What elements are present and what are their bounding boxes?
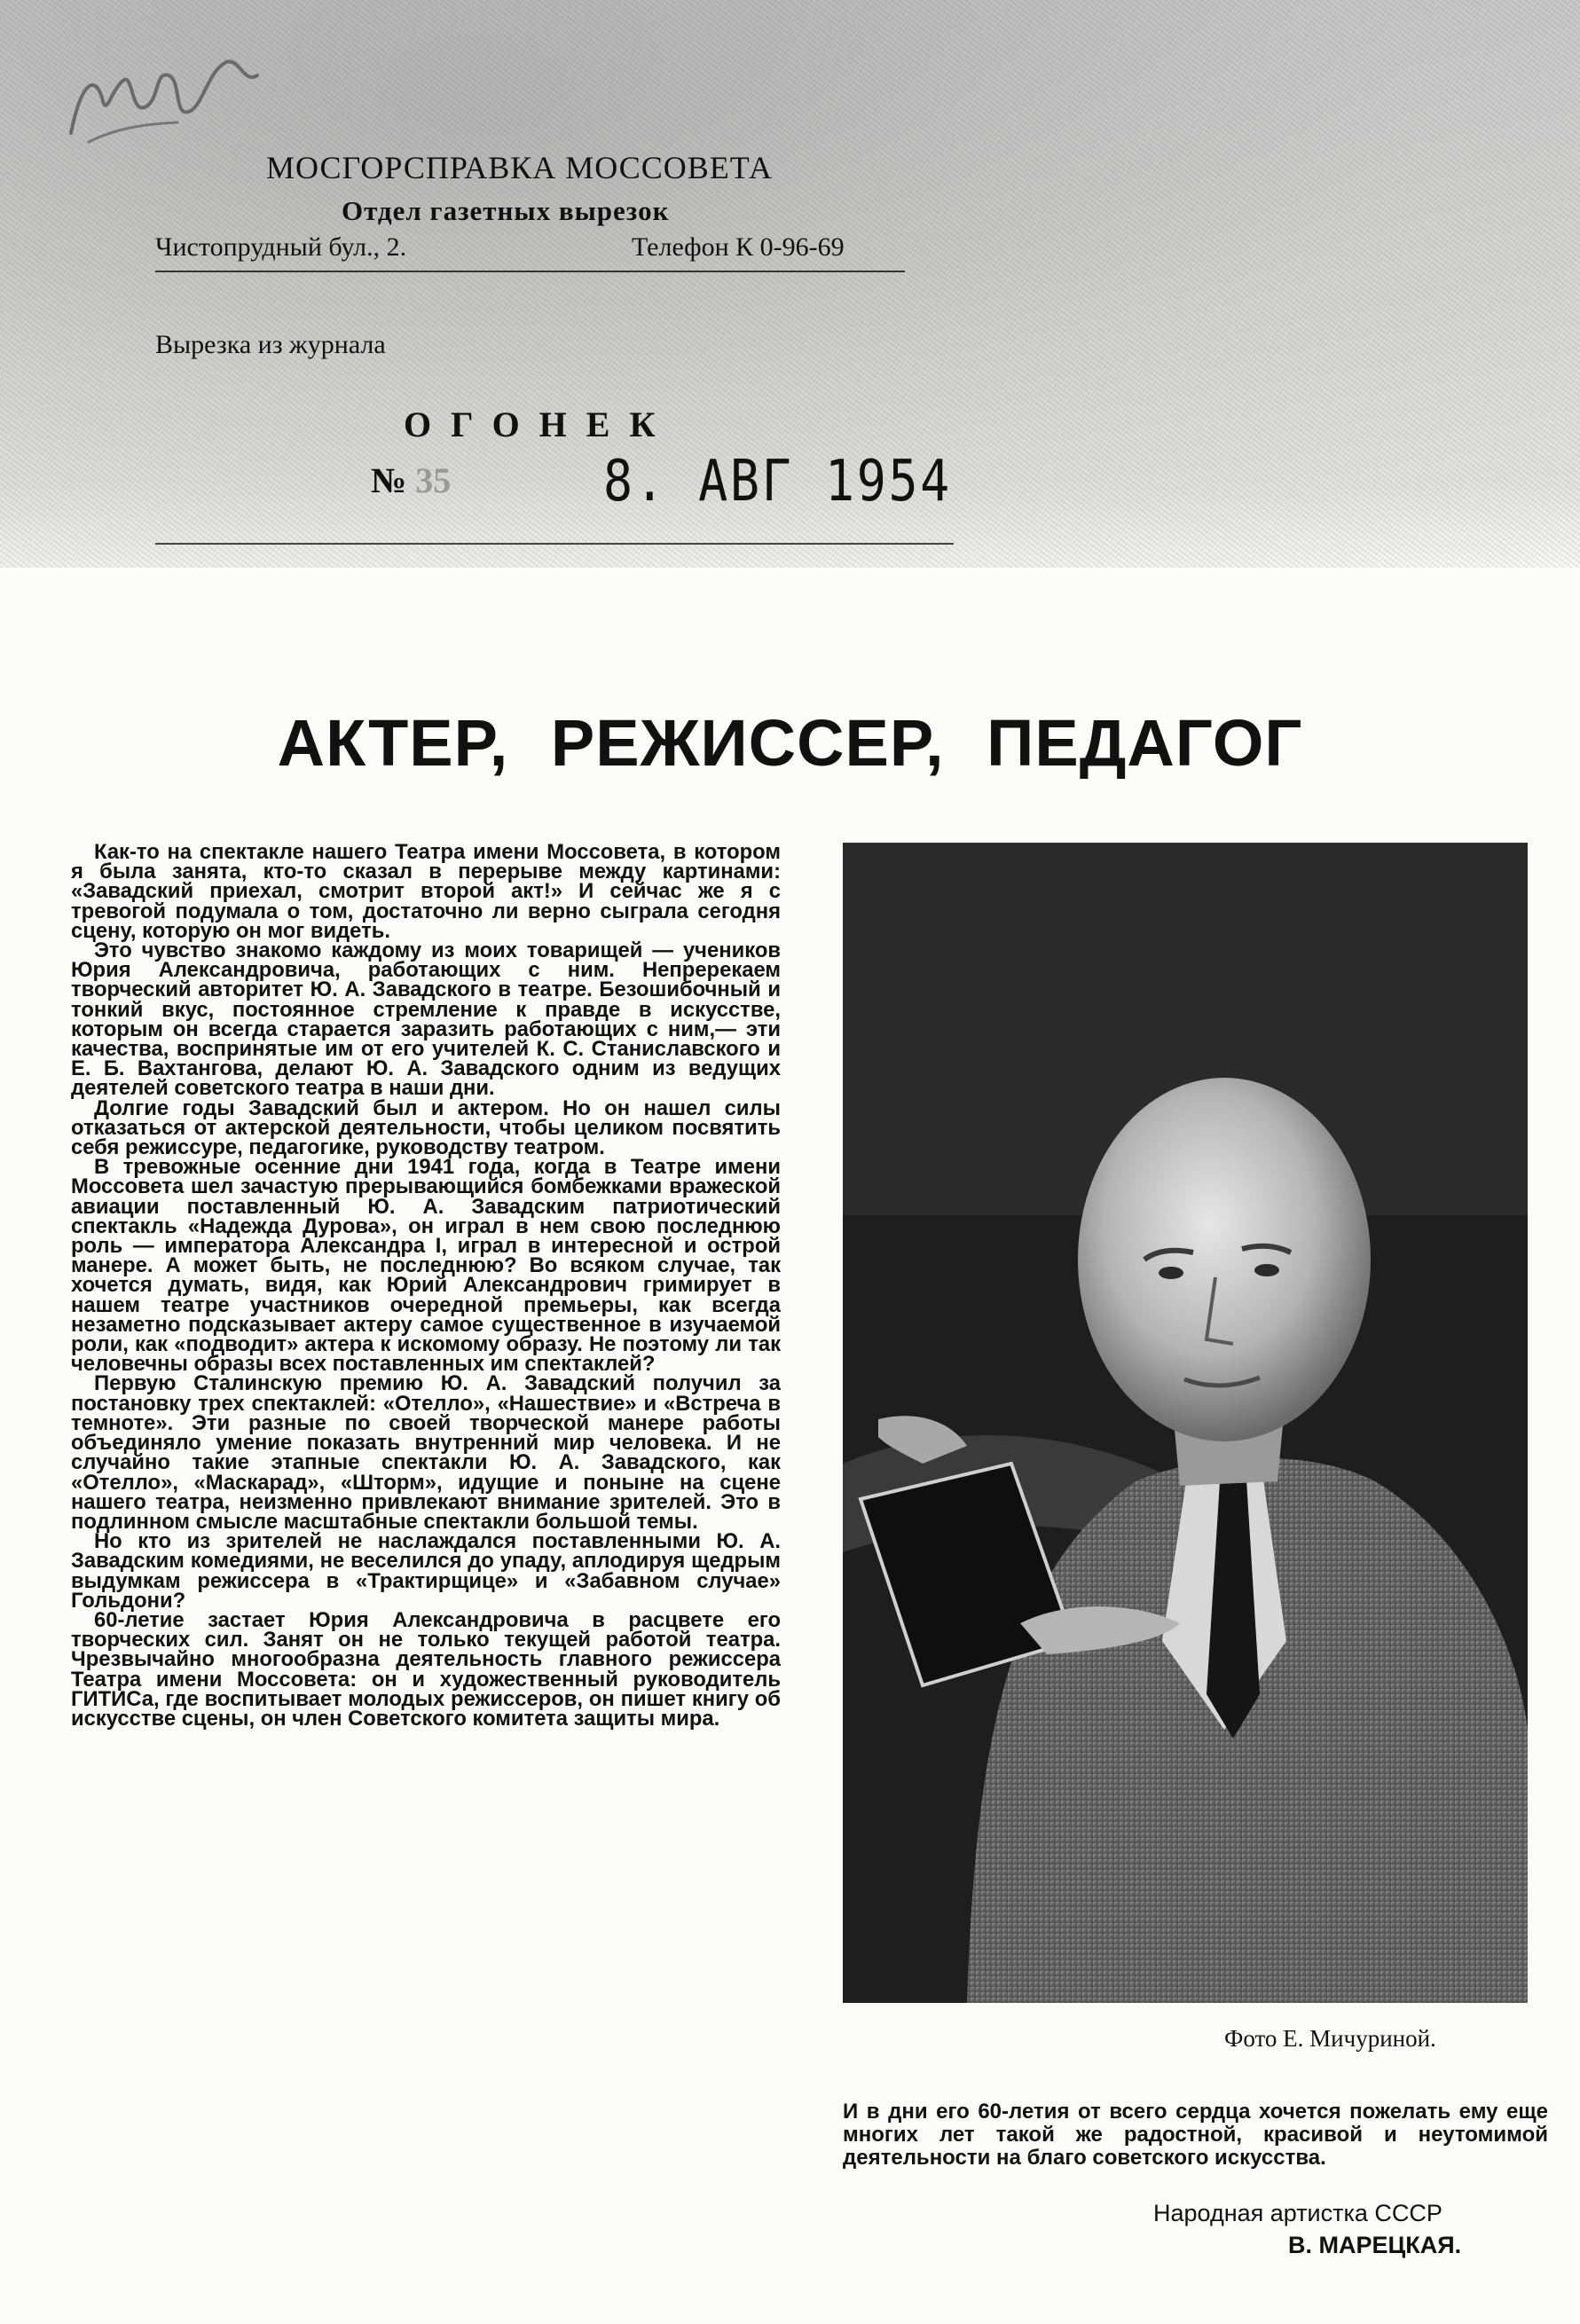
paragraph: Это чувство знакомо каждому из моих товарищей — учеников Юрия Александровича, работающих с ним. Непререкаем творческий авторитет Ю. А. Завадского в театре. Безошибочный и тонкий вкус, постоянное стремление к правде в искусстве, которым он всегда старается заразить работающих с ним,— эти качества, воспринятые им от его учителей К. С. Станиславского и Е. Б. Вахтангова, делают Ю. А. Завадского одним из ведущих деятелей советского театра в наши дни.: [71, 938, 781, 1101]
signature-name: В. МАРЕЦКАЯ.: [1288, 2232, 1462, 2258]
issue-value: 35: [415, 460, 452, 500]
article-title: АКТЕР, РЕЖИССЕР, ПЕДАГОГ: [277, 706, 1303, 780]
handwritten-scrawl: [62, 35, 266, 160]
magazine-name: ОГОНЕК: [404, 404, 675, 444]
portrait-illustration: [843, 843, 1528, 2003]
stamp-phone: Телефон К 0-96-69: [632, 232, 845, 262]
stamp-org: МОСГОРСПРАВКА МОССОВЕТА: [266, 150, 773, 185]
issue-number: [371, 459, 451, 501]
stamp-divider: [155, 271, 905, 272]
paragraph: Как-то на спектакле нашего Театра имени Моссовета, в котором я была занята, кто-то сказал в перерыве между картинами: «Завадский приехал, смотрит второй акт!» И сейчас же я с тревогой подумала о том, достаточно ли верно сыграла сегодня сцену, которую он мог видеть.: [71, 840, 781, 943]
paragraph: В тревожные осенние дни 1941 года, когда в Театре имени Моссовета шел зачастую прерывающийся бомбежками вражеской авиации поставленный Ю. А. Завадским патриотический спектакль «Надежда Дурова», он играл в нем свою последнюю роль — императора Александра I, играл в интересной и острой манере. А может быть, не последнюю? Во всяком случае, так хочется думать, видя, как Юрий Александрович гримирует в нашем театре участников очередной премьеры, как всегда незаметно подсказывает актеру самое существенное в изучаемой роли, как «подводит» актера к искомому образу. Не поэтому ли так человечны образы всех поставленных им спектаклей?: [71, 1155, 781, 1377]
paragraph: Но кто из зрителей не наслаждался поставленными Ю. А. Завадским комедиями, не веселился до упаду, аплодируя щедрым выдумкам режиссера в «Трактирщице» и «Забавном случае» Гольдони?: [71, 1529, 781, 1613]
article-body: [71, 840, 781, 1731]
paragraph: Долгие годы Завадский был и актером. Но он нашел силы отказаться от актерской деятельности, чтобы целиком посвятить себя режиссуре, педагогике, руководству театром.: [71, 1095, 781, 1160]
clipping-label: Вырезка из журнала: [155, 330, 386, 359]
signature-role: Народная артистка СССР: [1153, 2200, 1442, 2226]
stamp-bottom-rule: [155, 543, 954, 545]
paragraph: Первую Сталинскую премию Ю. А. Завадский получил за постановку трех спектаклей: «Отелло», «Нашествие» и «Встреча в темноте». Эти разные по своей творческой манере работы объединяло умение показать внутренний мир человека. И не случайно такие этапные спектакли Ю. А. Завадского, как «Отелло», «Маскарад», «Шторм», идущие и поныне на сцене нашего театра, неизменно привлекают внимание зрителей. Это в подлинном смысле масштабные спектакли большой темы.: [71, 1371, 781, 1534]
issue-date-stamp: 8. АВГ 1954: [603, 449, 952, 514]
clipping-stamp: [0, 0, 1580, 568]
photo-credit: Фото Е. Мичуриной.: [1224, 2025, 1436, 2052]
stamp-address: Чистопрудный бул., 2.: [155, 232, 407, 262]
stamp-department: Отдел газетных вырезок: [342, 195, 670, 226]
closing-paragraph: И в дни его 60-летия от всего сердца хочется пожелать ему еще многих лет такой же радостной, красивой и неутомимой деятельности на благо советского искусства.: [843, 2100, 1548, 2170]
portrait-photo: [843, 843, 1528, 2003]
issue-prefix: №: [371, 460, 407, 500]
paragraph: 60-летие застает Юрия Александровича в расцвете его творческих сил. Занят он не только текущей работой театра. Чрезвычайно многообразна деятельность главного режиссера Театра имени Моссовета: он и художественный руководитель ГИТИСа, где воспитывает молодых режиссеров, он пишет книгу об искусстве сцены, он член Советского комитета защиты мира.: [71, 1607, 781, 1731]
